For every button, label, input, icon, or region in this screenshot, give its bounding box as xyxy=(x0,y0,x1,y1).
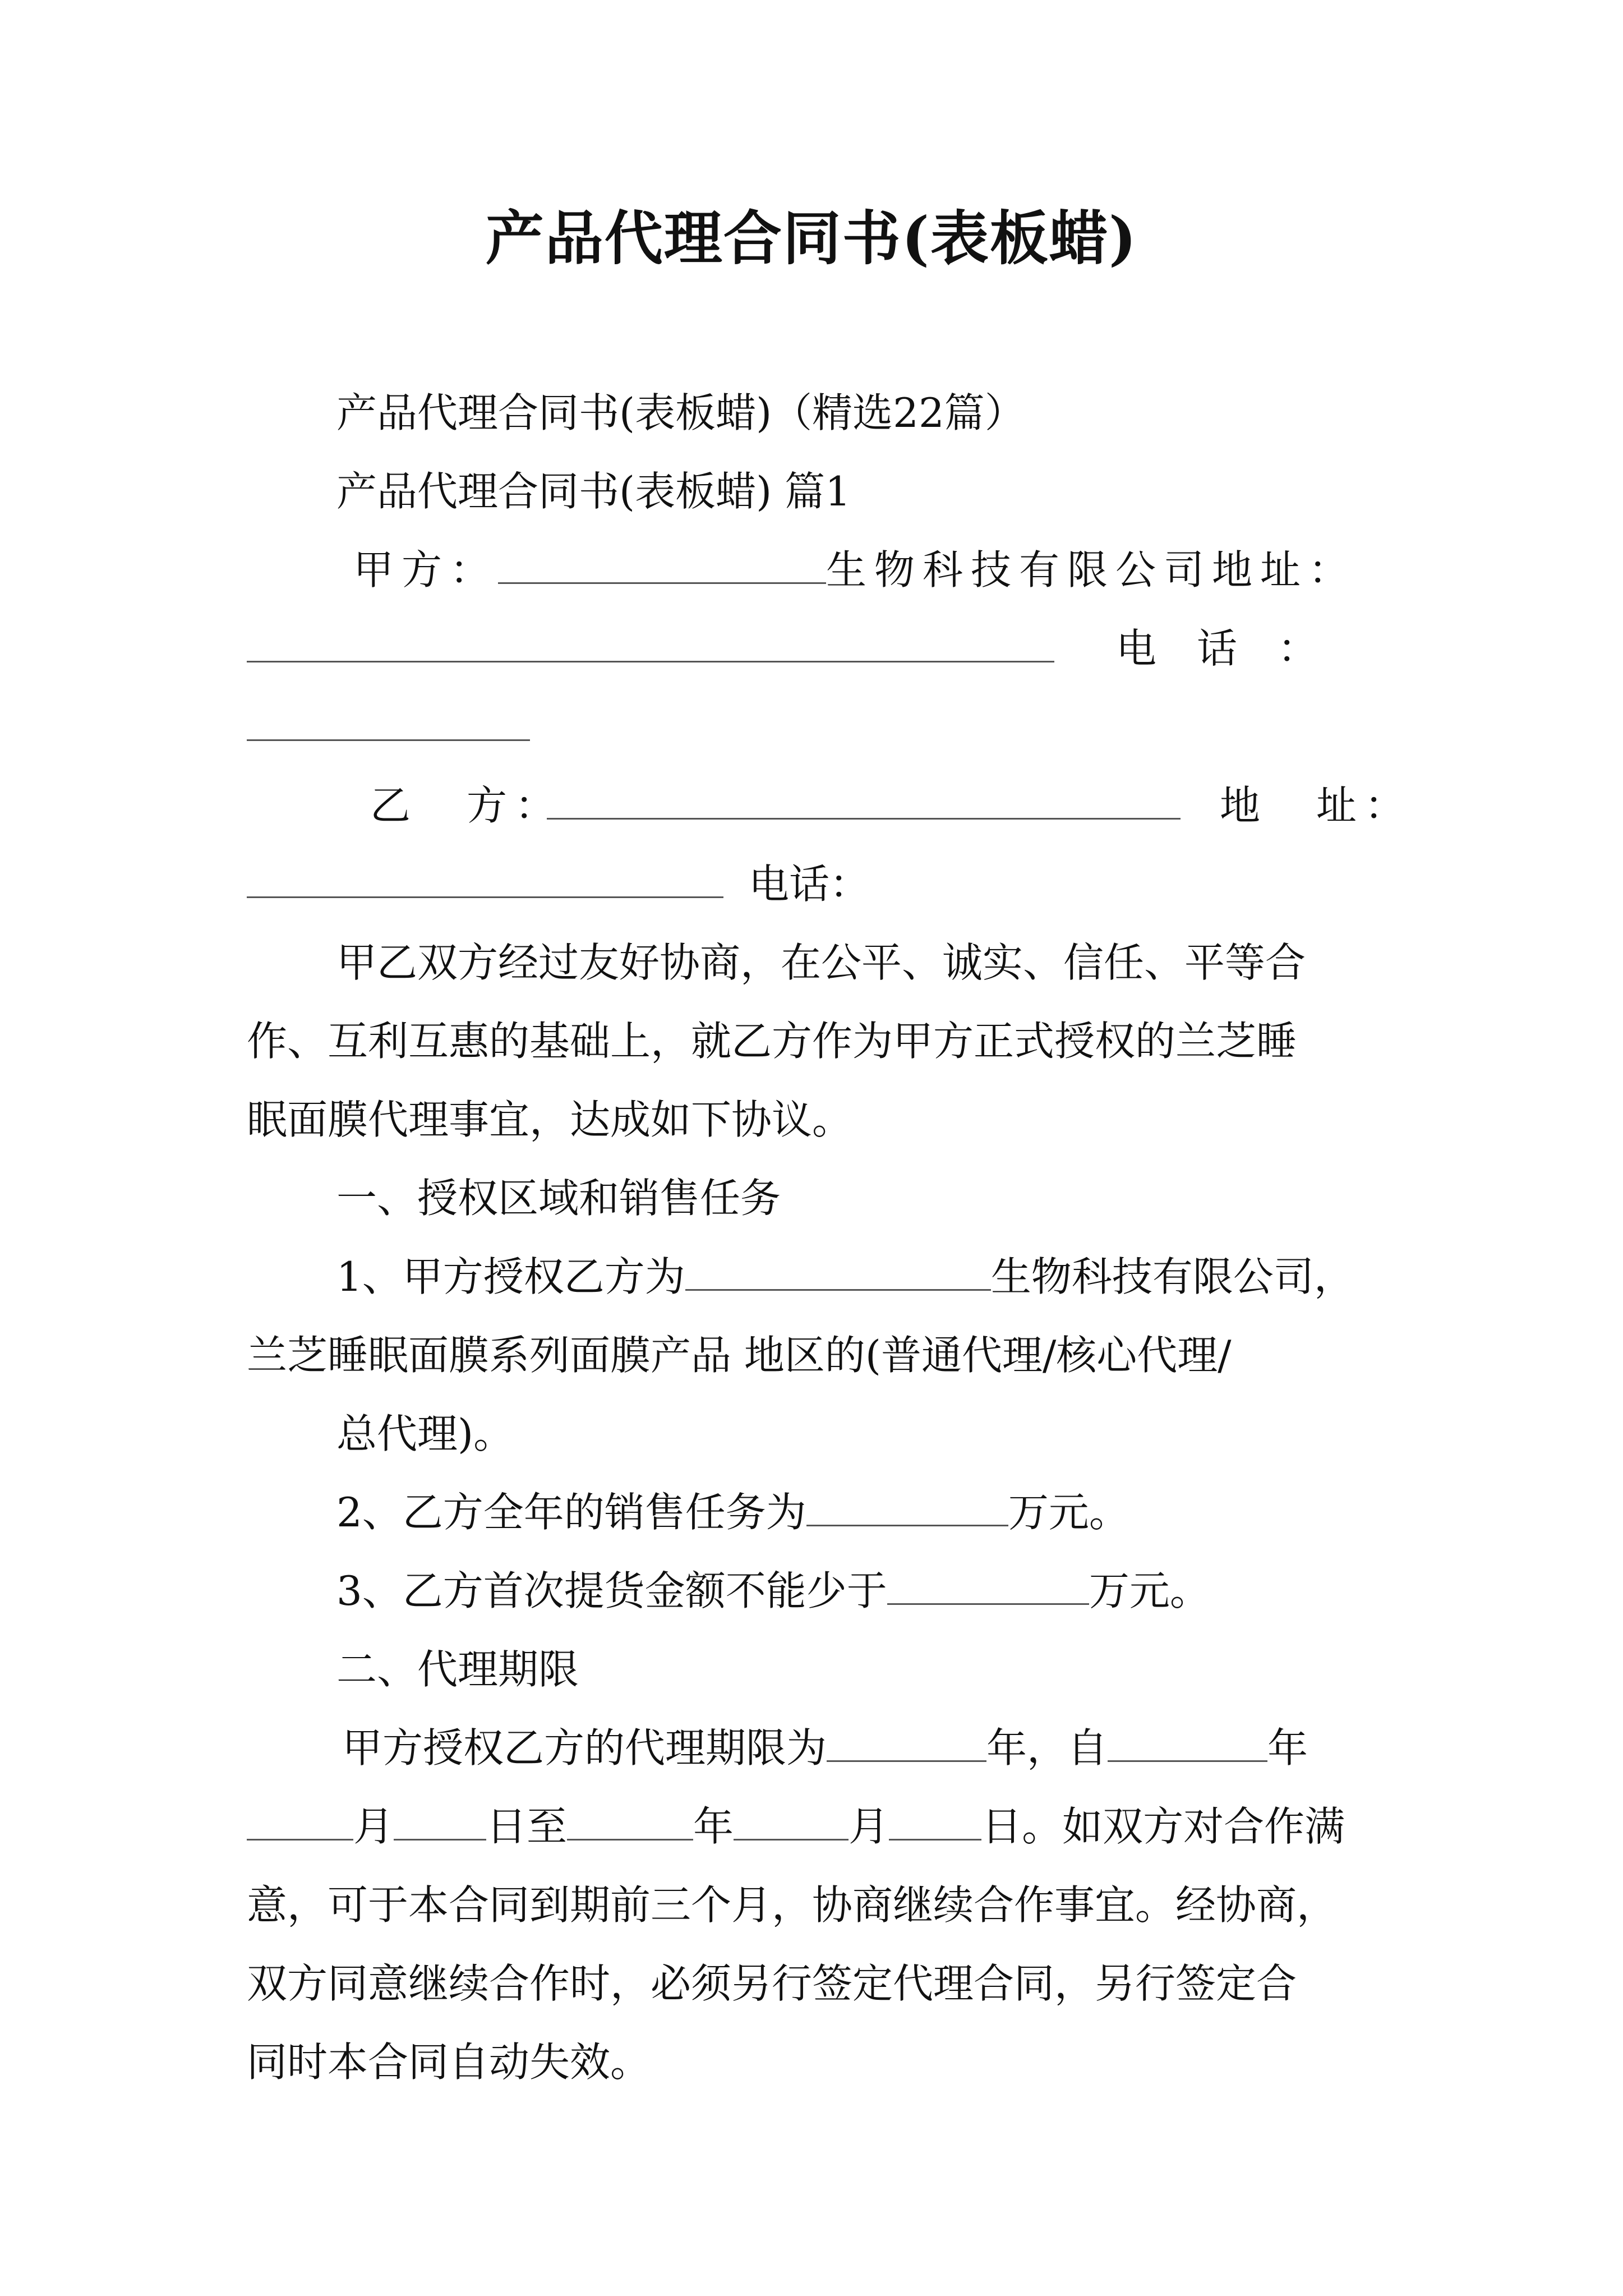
party-a-phone-line xyxy=(247,699,530,755)
intro-line-1: 甲乙双方经过友好协商，在公平、诚实、信任、平等合 xyxy=(336,939,1306,986)
article2-year-from: 年，自 xyxy=(986,1724,1108,1772)
party-b-address-label: 地 址： xyxy=(1220,782,1413,829)
end-year-blank xyxy=(567,1802,693,1841)
article2-year: 年 xyxy=(1267,1724,1308,1772)
article1-item2 xyxy=(336,1484,1129,1540)
article2-term-text: 甲方授权乙方的代理期限为 xyxy=(342,1724,827,1772)
article1-item1 xyxy=(336,1249,1354,1305)
article1-item1-line3: 总代理)。 xyxy=(336,1410,514,1457)
party-a-label: 甲方： xyxy=(353,546,499,593)
start-year-blank xyxy=(1108,1723,1267,1762)
end-month-blank xyxy=(734,1802,849,1841)
article1-item1-line2: 兰芝睡眠面膜系列面膜产品 地区的(普通代理/核心代理/ xyxy=(247,1332,1232,1379)
party-a-phone-blank xyxy=(247,702,530,741)
article1-item3-suffix: 万元。 xyxy=(1089,1567,1210,1614)
article2-line-1 xyxy=(342,1720,1308,1776)
article2-end-year: 年 xyxy=(693,1803,734,1850)
party-a-phone-label: 电 话 ： xyxy=(1116,625,1318,672)
party-a-name-blank xyxy=(498,545,826,584)
article2-line-5: 同时本合同自动失效。 xyxy=(247,2039,651,2086)
article2-line-4: 双方同意继续合作时，必须另行签定代理合同，另行签定合 xyxy=(247,1960,1297,2007)
article2-line-3: 意，可于本合同到期前三个月，协商继续合作事宜。经协商， xyxy=(247,1881,1338,1929)
article1-item3-prefix: 3、乙方首次提货金额不能少于 xyxy=(336,1567,887,1614)
term-years-blank xyxy=(827,1723,986,1762)
party-b-line xyxy=(370,777,563,834)
party-a-line xyxy=(353,542,1357,598)
party-b-phone-label: 电话： xyxy=(749,861,870,908)
party-b-address-blank xyxy=(247,859,723,898)
article1-item2-prefix: 2、乙方全年的销售任务为 xyxy=(336,1489,806,1536)
article2-heading: 二、代理期限 xyxy=(336,1646,579,1693)
article1-item3-blank xyxy=(887,1566,1089,1605)
party-b-name-blank xyxy=(547,781,1181,820)
section-heading: 产品代理合同书(表板蜡) 篇1 xyxy=(336,468,851,515)
article2-end-month: 月 xyxy=(849,1803,889,1850)
article1-item3 xyxy=(336,1563,1210,1619)
document-subtitle: 产品代理合同书(表板蜡)（精选22篇） xyxy=(336,389,1025,436)
end-day-blank xyxy=(889,1802,981,1841)
party-a-address-line xyxy=(247,620,1054,677)
start-day-blank xyxy=(394,1802,486,1841)
article1-item2-suffix: 万元。 xyxy=(1008,1489,1129,1536)
article1-heading: 一、授权区域和销售任务 xyxy=(336,1175,781,1222)
article2-line2-tail: 日。如双方对合作满 xyxy=(981,1803,1345,1850)
document-title: 产品代理合同书(表板蜡) xyxy=(485,204,1138,273)
article2-line-2 xyxy=(247,1798,1345,1855)
intro-line-2: 作、互利互惠的基础上，就乙方作为甲方正式授权的兰芝睡 xyxy=(247,1018,1297,1065)
article1-item1-suffix: 生物科技有限公司， xyxy=(990,1253,1354,1300)
article1-item1-blank xyxy=(685,1252,991,1291)
party-a-address-blank xyxy=(247,624,1054,662)
intro-line-3: 眠面膜代理事宜，达成如下协议。 xyxy=(247,1096,853,1143)
party-b-name-line xyxy=(547,777,1181,834)
party-a-company: 生物科技有限公司地址： xyxy=(826,546,1357,593)
party-b-label: 乙 方： xyxy=(370,782,564,829)
article2-month: 月 xyxy=(353,1803,394,1850)
article2-day-to: 日至 xyxy=(486,1803,568,1850)
party-b-address-line xyxy=(247,856,870,912)
article1-item1-prefix: 1、甲方授权乙方为 xyxy=(336,1253,685,1300)
start-month-blank xyxy=(247,1802,353,1841)
article1-item2-blank xyxy=(806,1488,1008,1526)
